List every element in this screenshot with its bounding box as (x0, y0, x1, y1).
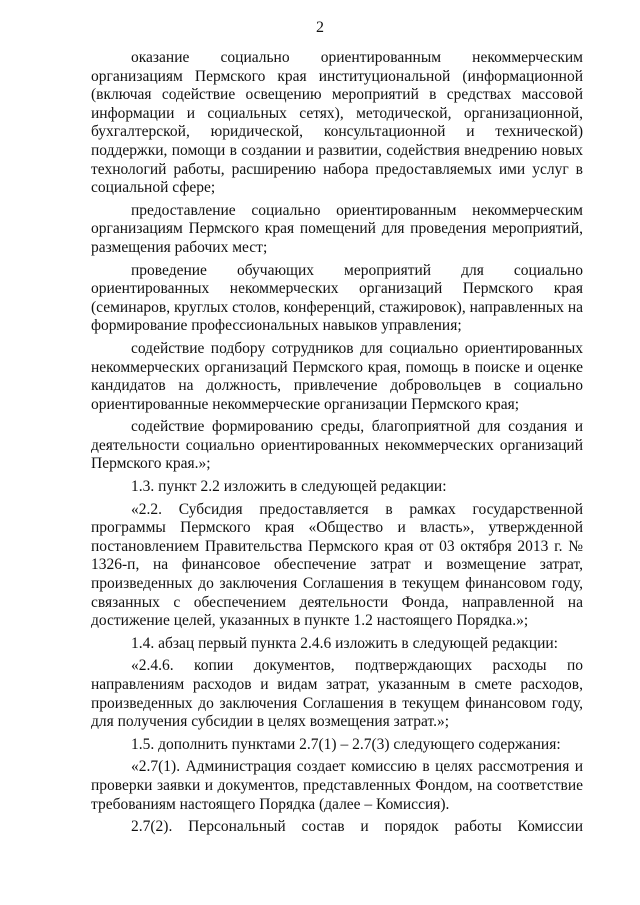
paragraph: предоставление социально ориентированным некоммерческим организациям Пермского края помещений для проведения мероприятий, размещения рабочих мест; (91, 201, 583, 256)
paragraph: проведение обучающих мероприятий для социально ориентированных некоммерческих организаций Пермского края (семинаров, круглых столов, конференций, стажировок), направленных на формирование профессиональных навыков управления; (91, 261, 584, 335)
paragraph: «2.2. Субсидия предоставляется в рамках государственной программы Пермского края «Общество и власть», утвержденной постановлением Правительства Пермского края от 03 октября 2013 г. № 1326-п, на финансовое обеспечение затрат и возмещение затрат, произведенных до заключения Соглашения в текущем финансовом году, связанных с обеспечением деятельности Фонда, направленной на достижение целей, указанных в пункте 1.2 настоящего Порядка.»; (91, 500, 583, 630)
paragraph: 1.3. пункт 2.2 изложить в следующей редакции: (131, 478, 447, 496)
paragraph: 1.4. абзац первый пункта 2.4.6 изложить в следующей редакции: (131, 634, 558, 652)
paragraph: 2.7(2). Персональный состав и порядок работы Комиссии (131, 818, 583, 836)
paragraph: содействие подбору сотрудников для социально ориентированных некоммерческих организаций Пермского края, помощь в поиске и оценке кандидатов на должность, привлечение добровольцев в социально ориентированные некоммерческие организации Пермского края; (91, 339, 583, 413)
paragraph: содействие формированию среды, благоприятной для создания и деятельности социально ориентированных некоммерческих организаций Пермского края.»; (91, 418, 583, 473)
paragraph: 1.5. дополнить пунктами 2.7(1) – 2.7(3) следующего содержания: (131, 735, 561, 753)
document-body (91, 49, 583, 841)
paragraph: «2.4.6. копии документов, подтверждающих расходы по направлениям расходов и видам затрат, указанным в смете расходов, произведенных до заключения Соглашения в текущем финансовом году, для получения субсидии в целях возмещения затрат.»; (91, 657, 583, 731)
paragraph: оказание социально ориентированным некоммерческим организациям Пермского края институциональной (информационной (включая содействие освещению мероприятий в средствах массовой информации и социальных сетях), методической, организационной, бухгалтерской, юридической, консультационной и технической) поддержки, помощи в создании и развитии, содействия внедрению новых технологий работы, расширению набора предоставляемых ими услуг в социальной сфере; (91, 49, 583, 197)
page-number: 2 (316, 19, 324, 36)
paragraph: «2.7(1). Администрация создает комиссию в целях рассмотрения и проверки заявки и документов, представленных Фондом, на соответствие требованиям настоящего Порядка (далее – Комиссия). (91, 758, 583, 813)
